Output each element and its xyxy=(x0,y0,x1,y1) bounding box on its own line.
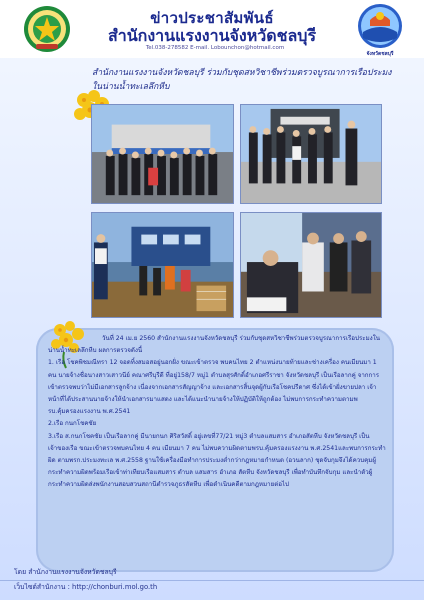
header-title-line2: สำนักงานแรงงานจังหวัดชลบุรี xyxy=(107,26,317,45)
news-headline: สำนักงานแรงงานจังหวัดชลบุรี ร่วมกับชุดสหวิชาชีพร่วมตรวจบูรณาการเรือประมงในน่านน้ำทะเลลึกหีบ xyxy=(92,68,392,92)
ministry-emblem-icon xyxy=(22,4,72,54)
boat-photo-icon xyxy=(92,213,233,317)
photo-inspection-team xyxy=(240,104,382,204)
province-logo-label: จังหวัดชลบุรี xyxy=(366,51,394,57)
photo-boat-deck xyxy=(91,212,234,318)
footer-author: โดย สำนักงานแรงงานจังหวัดชลบุรี xyxy=(14,568,117,576)
photo-group-deck xyxy=(91,104,234,204)
photo-interview xyxy=(240,212,382,318)
footer-website: เว็บไซต์สำนักงาน : http://chonburi.mol.go.th xyxy=(14,583,158,591)
province-logo-icon xyxy=(354,2,406,54)
group-people-photo-icon xyxy=(241,105,381,203)
body-item-1: 1. เรือ โชคพิชมณีทรา 12 จอดทิ้งสมอสอยู่นอกฝั่ง ขณะเข้าตรวจ พบคนไทย 2 ตำแหน่งนายท้ายและช่างเครื่อง คนเมียนมา 1 คน นายจ้างชื่อนางสาวเสาวนีย์ คณาศรีบุรีดี ที่อยู่158/7 หมู่1 ตำบลสุรศักดิ์อำเภอศรีราชา จังหวัดชลบุรี เป็นเรือลากคู่ จากการเข้าตรวจพบว่าไม่มีเอกสารลูกจ้าง เนื่องจากเอกสารสัญญาจ้าง และเอกสารสิ้นจุดผู้กับเรือโชคปรีดาศ ซึ่งได้เข้าฝั่งขายปลา เจ้าหน้าที่ได้ประสานนายจ้างให้นำเอกสารมาแสดง และได้แนะนำนายจ้างให้ปฏิบัติให้ถูกต้อง ไม่พบการกระทำความตามพรบ.คุ้มครองแรงงาน พ.ศ.2541 xyxy=(48,359,380,416)
body-intro: วันที่ 24 เม.ย 2560 สำนักงานแรงงานจังหวัดชลบุรี ร่วมกับชุดสหวิชาชีพร่วมตรวจบูรณาการเรือประมงในน่านน้ำทะเลลึกหีบ ผลการตรวจดังนี้ xyxy=(48,335,380,355)
header-title-line1: ข่าวประชาสัมพันธ์ xyxy=(150,9,274,27)
body-item-3: 3.เรือ ส.กนกโชคชัย เป็นเรือลากคู่ มีนายกนก ศิริสวัสดิ์ อยู่เลขที่77/21 หมู่3 ตำบลแสมสาร อำเภอสัตหีบ จังหวัดชลบุรี เป็นเจ้าของเรือ ขณะเข้าตรวจพบคนไทย 4 คน เมียนมา 7 คน ไม่พบความผิดตามพรบ.คุ้มครองแรงงาน พ.ศ.2541และพบการกระทำผิด ตามพรก.ประมงทะเล พ.ศ.2558 ฐานใช้เครื่องมือทำการประมงต่ำกว่ากฎหมายกำหนด (อวนลาก) ชุดจับกุมจึงได้ควบคุมผู้กระทำความผิดพร้อมเรือเข้าท่าเทียบเรือแสมสาร ตำบล แสมสาร อำเภอ สัตหีบ จังหวัดชลบุรี เพื่อทำบันทึกจับกุม และนำตัวผู้กระทำความผิดส่งพนักงานสอบสวนสถานีตำรวจภูธรสัตหีบ เพื่อดำเนินคดีตามกฎหมายต่อไป xyxy=(48,432,386,489)
header-contact: Tel.038-278582 E-mail. Lobounchon@hotmail.com xyxy=(145,45,285,51)
page-header xyxy=(0,0,424,58)
group-people-photo-icon xyxy=(92,105,233,203)
interview-photo-icon xyxy=(241,213,381,317)
news-body xyxy=(48,333,386,492)
body-item-2: 2.เรือ กนกโชคชัย xyxy=(48,420,97,428)
